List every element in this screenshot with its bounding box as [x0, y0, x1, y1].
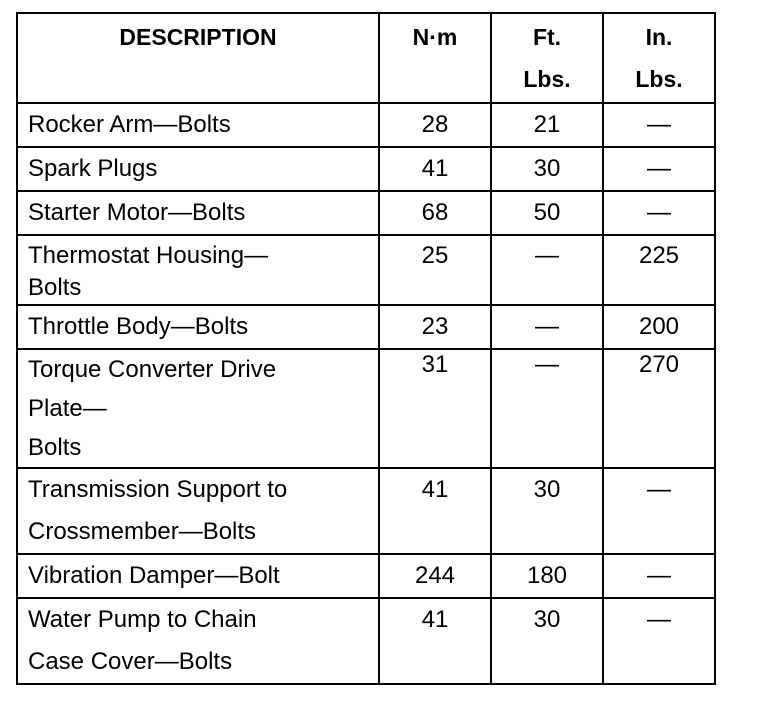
row-description: Water Pump to Chain Case Cover—Bolts	[17, 598, 379, 684]
row-ft-lbs: 180	[491, 554, 603, 598]
row-in-lbs: 270	[603, 349, 715, 468]
row-in-lbs: —	[603, 554, 715, 598]
row-in-lbs: 200	[603, 305, 715, 349]
table-row	[17, 147, 715, 191]
table-row	[17, 103, 715, 147]
row-nm: 41	[379, 468, 491, 554]
header-ft-lbs: Ft. Lbs.	[491, 13, 603, 103]
row-description: Starter Motor—Bolts	[17, 191, 379, 235]
row-ft-lbs: 50	[491, 191, 603, 235]
row-ft-lbs: —	[491, 305, 603, 349]
row-ft-lbs: 30	[491, 598, 603, 684]
row-in-lbs: 225	[603, 235, 715, 305]
torque-spec-table	[16, 12, 716, 685]
row-description: Transmission Support to Crossmember—Bolts	[17, 468, 379, 554]
row-nm: 244	[379, 554, 491, 598]
row-nm: 41	[379, 147, 491, 191]
row-description: Spark Plugs	[17, 147, 379, 191]
row-nm: 23	[379, 305, 491, 349]
table-row	[17, 235, 715, 305]
row-in-lbs: —	[603, 468, 715, 554]
table-row	[17, 191, 715, 235]
row-nm: 28	[379, 103, 491, 147]
row-nm: 41	[379, 598, 491, 684]
header-description: DESCRIPTION	[17, 13, 379, 103]
row-in-lbs: —	[603, 191, 715, 235]
row-nm: 68	[379, 191, 491, 235]
row-nm: 31	[379, 349, 491, 468]
row-description: Torque Converter Drive Plate— Bolts	[17, 349, 379, 468]
row-description: Vibration Damper—Bolt	[17, 554, 379, 598]
row-ft-lbs: 30	[491, 468, 603, 554]
table-row	[17, 554, 715, 598]
row-in-lbs: —	[603, 103, 715, 147]
row-ft-lbs: 21	[491, 103, 603, 147]
table-row	[17, 349, 715, 468]
row-description: Rocker Arm—Bolts	[17, 103, 379, 147]
row-description: Throttle Body—Bolts	[17, 305, 379, 349]
row-in-lbs: —	[603, 147, 715, 191]
row-ft-lbs: 30	[491, 147, 603, 191]
table-header-row	[17, 13, 715, 103]
row-in-lbs: —	[603, 598, 715, 684]
row-nm: 25	[379, 235, 491, 305]
row-description: Thermostat Housing— Bolts	[17, 235, 379, 305]
row-ft-lbs: —	[491, 349, 603, 468]
table-row	[17, 305, 715, 349]
header-nm: N·m	[379, 13, 491, 103]
table-row	[17, 468, 715, 554]
table-row	[17, 598, 715, 684]
row-ft-lbs: —	[491, 235, 603, 305]
header-in-lbs: In. Lbs.	[603, 13, 715, 103]
